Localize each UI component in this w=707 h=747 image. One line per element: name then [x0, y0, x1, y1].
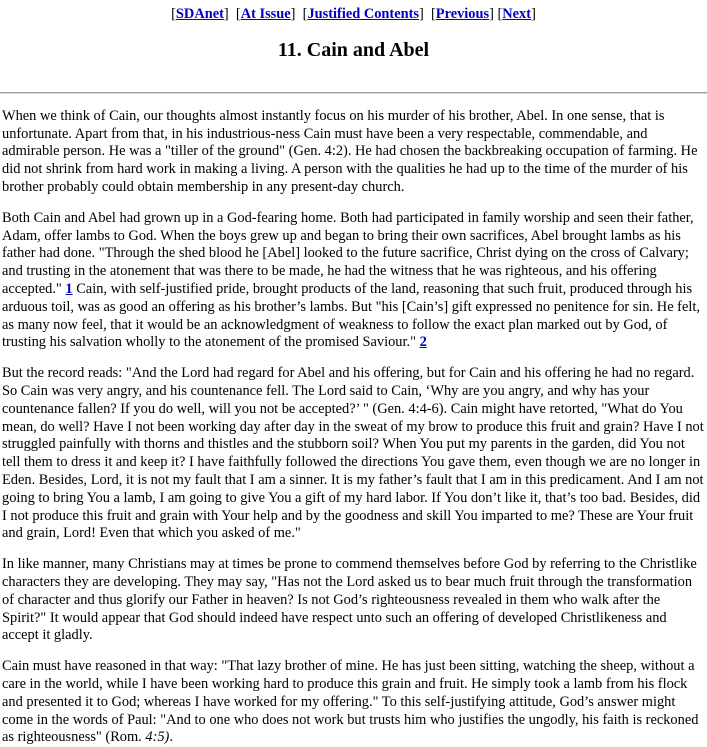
- nav-link-justified-contents[interactable]: Justified Contents: [307, 6, 419, 22]
- nav-link-at-issue[interactable]: At Issue: [240, 6, 291, 22]
- paragraph-5-text-b: .: [169, 729, 173, 746]
- paragraph-1: When we think of Cain, our thoughts almost instantly focus on his murder of his brother, Abel. In one sense, that is unfortunate. Apart from that, in his industrious-ness Cain must have been a very respectable, commendable, and admirable person. He was a "tiller of the ground" (Gen. 4:2). He had chosen the backbreaking occupation of farming. He did not shrink from hard work in making a living. A person with the qualities he had up to the time of the murder of his brother probably could obtain membership in any present-day church.: [2, 107, 698, 195]
- paragraph-2: [2, 210, 705, 352]
- footnote-link-1[interactable]: 1: [65, 280, 73, 297]
- paragraph-2-text-a: Both Cain and Abel had grown up in a God-fearing home. Both had participated in family worship and seen their father, Adam, offer lambs to God. When the boys grew up and began to bring their own sacrifices, Abel brought lambs as his father had done. "Through the shed blood he [Abel] looked to the future sacrifice, Christ dying on the cross of Calvary; and trusting in the atonement that was there to be made, he had the witness that he was righteous, and his offering accepted.": [2, 209, 694, 297]
- paragraph-5-text-a: Cain must have reasoned in that way: "That lazy brother of mine. He has just been sitting, watching the sheep, without a care in the world, while I have been working hard to produce this grain and fruit. He simply took a lamb from his flock and presented it to God; whereas I have worked for my offering." To this self-justifying attitude, God’s answer might come in the words of Paul: "And to one who does not work but trusts him who justifies the ungodly, his faith is reckoned as righteousness" (Rom.: [2, 658, 699, 746]
- page-title: 11. Cain and Abel: [277, 38, 430, 61]
- paragraph-5: [2, 658, 705, 747]
- top-navigation: [SDAnet] [At Issue] [Justified Contents] [Previous] [Next]: [171, 6, 536, 22]
- paragraph-3: But the record reads: "And the Lord had regard for Abel and his offering, but for Cain and his offering he had no regard. So Cain was very angry, and his countenance fell. The Lord said to Cain, ‘Why are you angry, and why has your countenance fallen? If you do well, will you not be accepted?’ " (Gen. 4:4-6). Cain might have retorted, "What do You mean, do well? Have I not been working day after day in the sweat of my brow to produce this fruit and grain? Have I not struggled painfully with thorns and thistles and the stubborn soil? When You put my parents in the garden, did You not tell them to dress it and keep it? I have faithfully followed the directions You gave them, even though we are no longer in Eden. Besides, Lord, it is not my fault that I am a sinner. It is my father’s fault that I am in this predicament. And I am not going to bring You a lamb, I am going to give You a gift of my hard labor. If You don’t like it, that’s too bad. Besides, did I not produce this fruit and grain with Your help and by the goodness and skill You imparted to me? These are Your fruit and grain, Lord! Even that which you asked of me.": [2, 365, 704, 542]
- nav-link-sdanet[interactable]: SDAnet: [175, 6, 224, 22]
- nav-link-previous[interactable]: Previous: [435, 6, 490, 22]
- article-body: [0, 108, 707, 747]
- paragraph-2-text-b: Cain, with self-justified pride, brought products of the land, reasoning that such fruit, produced through his arduous toil, was as good an offering as his brother’s lambs. But "his [Cain’s] gift expressed no penitence for sin. He felt, as many now feel, that it would be an acknowledgment of weakness to follow the exact plan marked out by God, of trusting his salvation wholly to the atonement of the promised Saviour.": [2, 280, 700, 351]
- scripture-reference: 4:5): [145, 729, 170, 746]
- nav-link-next[interactable]: Next: [502, 6, 532, 22]
- footnote-link-2[interactable]: 2: [419, 334, 427, 351]
- divider: [0, 92, 707, 94]
- paragraph-4: In like manner, many Christians may at times be prone to commend themselves before God by referring to the Christlike characters they are developing. They may say, "Has not the Lord asked us to bear much fruit through the transformation of character and thus glorify our Father in heaven? Is not God’s righteousness revealed in them who walk after the Spirit?" It would appear that God should indeed have respect unto such an offering of developed Christlikeness and accept it gladly.: [2, 556, 697, 644]
